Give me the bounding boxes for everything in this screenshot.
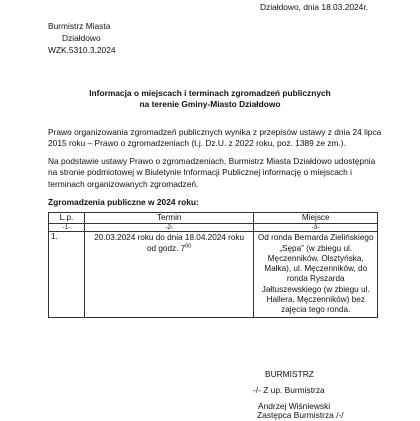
signature-name: Andrzej Wiśniewski (258, 401, 331, 411)
column-number-term: -2- (84, 224, 254, 232)
column-number-lp: -1- (49, 224, 85, 232)
title-line-1: Informacja o miejscach i terminach zgromadzeń publicznych (89, 88, 331, 98)
signature-office: BURMISTRZ (265, 369, 314, 379)
sender-title: Burmistrz Miasta (48, 21, 111, 31)
row-place: Od ronda Bernarda Zielińskiego „Sępa” (w zbiegu ul. Męczenników, Olsztyńska, Małka), ul. Męczenników, do ronda Ryszarda Jałtuszewskiego (w zbiegu ul. Hallera, Męczenników) bez zajęcia tego ronda. (254, 232, 378, 318)
term-time (87, 244, 252, 254)
column-number-place: -3- (254, 224, 378, 232)
row-term (84, 232, 254, 318)
table-header-row (49, 213, 378, 224)
term-dates: 20.03.2024 roku do dnia 18.04.2024 roku (94, 233, 245, 243)
signature-by-proxy: -/- Z up. Burmistrza (253, 385, 325, 395)
table-row (49, 232, 378, 318)
section-heading: Zgromadzenia publiczne w 2024 roku: (48, 197, 199, 207)
term-hour: od godz. 7 (147, 243, 186, 253)
term-minutes: 00 (185, 242, 192, 249)
header-term: Termin (84, 213, 254, 224)
title-line-2: na terenie Gminy-Miasto Działdowo (139, 98, 281, 109)
assemblies-table (48, 212, 378, 318)
table-column-number-row (49, 224, 378, 232)
signature-role: Zastępca Burmistrza /-/ (257, 410, 344, 420)
legal-basis-paragraph: Prawo organizowania zgromadzeń publicznych wynika z przepisów ustawy z dnia 24 lipca 2015 roku – Prawo o zgromadzeniach (t.j. Dz.U. z 2022 roku, poz. 1389 ze zm.). (48, 127, 382, 149)
header-place: Miejsce (254, 213, 378, 224)
case-reference: WZK.5310.3.2024 (48, 45, 116, 56)
sender-block (48, 20, 116, 57)
sender-town: Działdowo (62, 33, 101, 44)
publication-paragraph: Na podstawie ustawy Prawo o zgromadzeniach, Burmistrz Miasta Działdowo udostępnia na stronie podmiotowej w Biuletynie Informacji Publicznej informację o miejscach i terminach organizowanych zgromadzeń. (48, 156, 376, 189)
header-lp: L.p. (49, 213, 85, 224)
row-lp: 1. (49, 232, 85, 318)
document-date: Działdowo, dnia 18.03.2024r. (259, 2, 368, 12)
document-title (0, 88, 420, 110)
